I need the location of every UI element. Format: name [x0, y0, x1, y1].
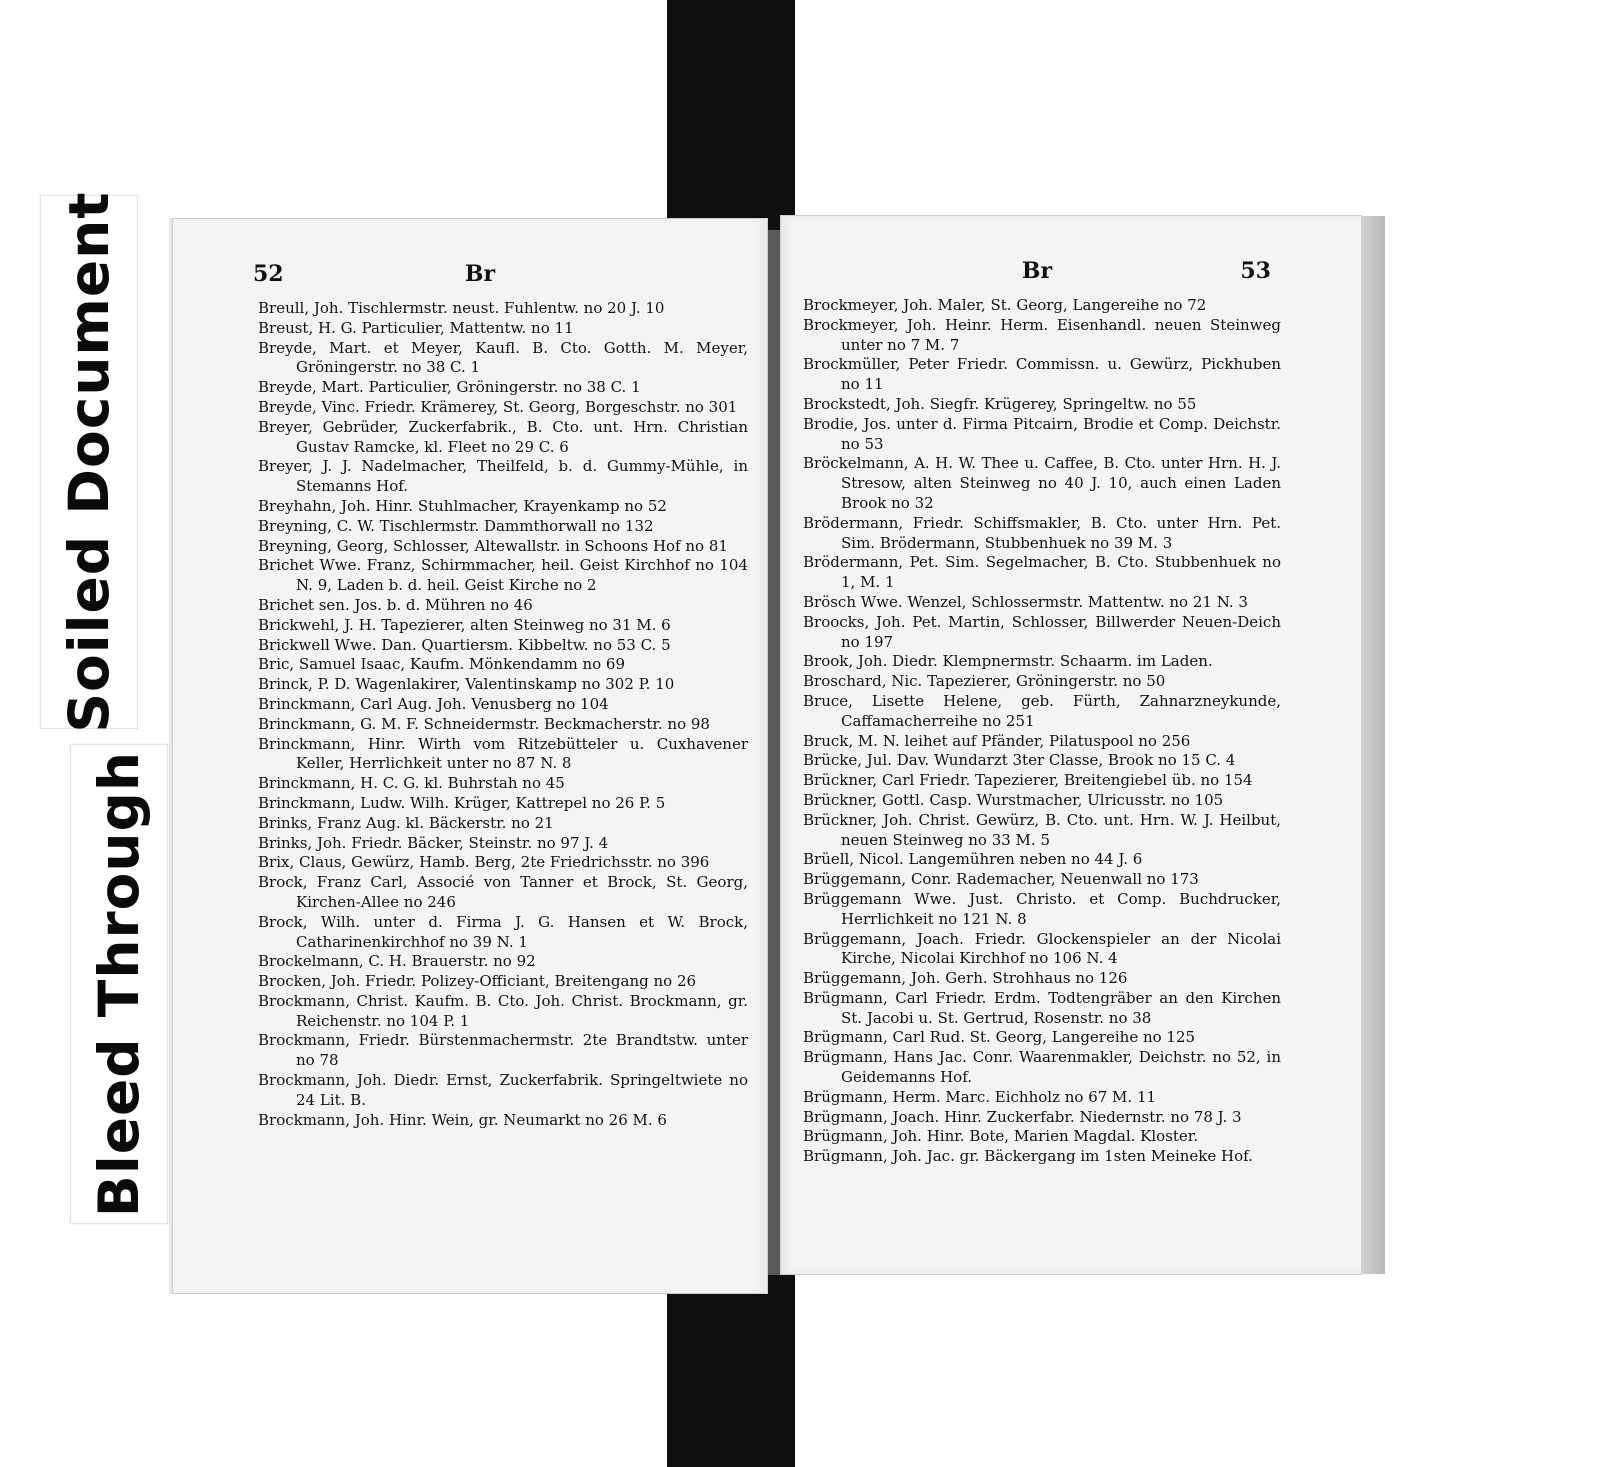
directory-entry: Brinckmann, H. C. G. kl. Buhrstah no 45: [258, 774, 565, 793]
directory-entry: Brichet sen. Jos. b. d. Mühren no 46: [258, 595, 533, 614]
soiled-document-text: Soiled Document: [57, 191, 121, 733]
left-page-header: [253, 261, 707, 301]
directory-entry: Brock, Wilh. unter d. Firma J. G. Hansen et W. Brock, Catharinenkirchhof no 39 N. 1: [258, 912, 748, 951]
directory-entry: Brinckmann, Ludw. Wilh. Krüger, Kattrepel no 26 P. 5: [258, 793, 666, 812]
right-page: [780, 215, 1362, 1275]
directory-entry: Brinks, Franz Aug. kl. Bäckerstr. no 21: [258, 813, 554, 832]
directory-entry: Breull, Joh. Tischlermstr. neust. Fuhlentw. no 20 J. 10: [258, 299, 665, 317]
directory-entry: Brickwell Wwe. Dan. Quartiersm. Kibbeltw. no 53 C. 5: [258, 635, 671, 654]
directory-entry: Brockelmann, C. H. Brauerstr. no 92: [258, 952, 536, 971]
directory-entry: Brockmann, Joh. Diedr. Ernst, Zuckerfabrik. Springeltwiete no 24 Lit. B.: [258, 1071, 748, 1109]
directory-entry: Brügmann, Hans Jac. Conr. Waarenmakler, Deichstr. no 52, in Geidemanns Hof.: [803, 1048, 1281, 1087]
directory-entry: Breyning, Georg, Schlosser, Altewallstr. in Schoons Hof no 81: [258, 536, 728, 555]
directory-entry: Brix, Claus, Gewürz, Hamb. Berg, 2te Friedrichsstr. no 396: [258, 853, 710, 872]
directory-entry: Brügmann, Joh. Hinr. Bote, Marien Magdal. Kloster.: [803, 1127, 1199, 1146]
directory-entry: Breyde, Mart. et Meyer, Kaufl. B. Cto. Gotth. M. Meyer, Gröningerstr. no 38 C. 1: [258, 338, 748, 377]
directory-entry: Brinckmann, Hinr. Wirth vom Ritzebütteler u. Cuxhavener Keller, Herrlichkeit unter no 87 N. 8: [258, 734, 748, 773]
bleed-through-label: [70, 744, 168, 1224]
directory-entry: Brücke, Jul. Dav. Wundarzt 3ter Classe, Brook no 15 C. 4: [803, 751, 1236, 770]
directory-entry: Brüggemann, Conr. Rademacher, Neuenwall no 173: [803, 870, 1199, 889]
directory-entry: Brodie, Jos. unter d. Firma Pitcairn, Brodie et Comp. Deichstr. no 53: [803, 414, 1281, 453]
left-page-number: 52: [253, 261, 284, 287]
directory-entry: Brückner, Carl Friedr. Tapezierer, Breitengiebel üb. no 154: [803, 771, 1253, 790]
soiled-document-label: [40, 191, 138, 733]
directory-entry: Broocks, Joh. Pet. Martin, Schlosser, Billwerder Neuen-Deich no 197: [803, 612, 1281, 651]
directory-entry: Brüell, Nicol. Langemühren neben no 44 J. 6: [803, 850, 1143, 869]
right-running-head: Br: [1021, 258, 1053, 284]
left-page: [172, 218, 768, 1294]
directory-entry: Breyer, Gebrüder, Zuckerfabrik., B. Cto. unt. Hrn. Christian Gustav Ramcke, kl. Fleet no 29 C. 6: [258, 417, 748, 456]
directory-entry: Brock, Franz Carl, Associé von Tanner et Brock, St. Georg, Kirchen-Allee no 246: [258, 873, 748, 911]
right-directory-entries: [803, 296, 1281, 1167]
directory-entry: Brügmann, Joh. Jac. gr. Bäckergang im 1sten Meineke Hof.: [803, 1147, 1253, 1166]
directory-entry: Brockstedt, Joh. Siegfr. Krügerey, Springeltw. no 55: [803, 394, 1197, 413]
directory-entry: Brüggemann, Joh. Gerh. Strohhaus no 126: [803, 969, 1128, 988]
directory-entry: Bruce, Lisette Helene, geb. Fürth, Zahnarzneykunde, Caffamacherreihe no 251: [803, 691, 1281, 730]
left-running-head: Br: [464, 261, 496, 287]
directory-entry: Brockmann, Friedr. Bürstenmachermstr. 2te Brandtstw. unter no 78: [258, 1031, 748, 1070]
directory-entry: Brösch Wwe. Wenzel, Schlossermstr. Mattentw. no 21 N. 3: [803, 592, 1248, 611]
book-gutter: [768, 230, 780, 1275]
directory-entry: Brüggemann Wwe. Just. Christo. et Comp. Buchdrucker, Herrlichkeit no 121 N. 8: [803, 889, 1281, 928]
directory-entry: Brügmann, Herm. Marc. Eichholz no 67 M. 11: [803, 1087, 1157, 1106]
directory-entry: Brödermann, Friedr. Schiffsmakler, B. Cto. unter Hrn. Pet. Sim. Brödermann, Stubbenhuek no 39 M. 3: [803, 513, 1281, 552]
directory-entry: Breyhahn, Joh. Hinr. Stuhlmacher, Krayenkamp no 52: [258, 496, 667, 515]
directory-entry: Brinckmann, Carl Aug. Joh. Venusberg no 104: [258, 694, 609, 713]
binding-strap-top: [667, 0, 795, 232]
directory-entry: Brockmeyer, Joh. Maler, St. Georg, Langereihe no 72: [803, 296, 1207, 314]
directory-entry: Bruck, M. N. leihet auf Pfänder, Pilatuspool no 256: [803, 731, 1191, 750]
directory-entry: Brook, Joh. Diedr. Klempnermstr. Schaarm. im Laden.: [803, 652, 1213, 671]
directory-entry: Bric, Samuel Isaac, Kaufm. Mönkendamm no 69: [258, 655, 626, 674]
directory-entry: Brückner, Joh. Christ. Gewürz, B. Cto. unt. Hrn. W. J. Heilbut, neuen Steinweg no 33 M. 5: [803, 810, 1281, 849]
bleed-through-text: Bleed Through: [87, 750, 151, 1218]
directory-entry: Breust, H. G. Particulier, Mattentw. no 11: [258, 318, 574, 337]
right-page-number: 53: [1240, 258, 1271, 284]
directory-entry: Broschard, Nic. Tapezierer, Gröningerstr. no 50: [803, 672, 1166, 691]
directory-entry: Brinck, P. D. Wagenlakirer, Valentinskamp no 302 P. 10: [258, 675, 675, 694]
left-directory-entries: [258, 299, 748, 1130]
directory-entry: Brockmüller, Peter Friedr. Commissn. u. Gewürz, Pickhuben no 11: [803, 355, 1281, 394]
directory-entry: Brockmann, Christ. Kaufm. B. Cto. Joh. Christ. Brockmann, gr. Reichenstr. no 104 P. 1: [258, 991, 748, 1030]
binding-strap-bottom: [667, 1268, 795, 1467]
directory-entry: Breyde, Vinc. Friedr. Krämerey, St. Georg, Borgeschstr. no 301: [258, 397, 738, 416]
directory-entry: Breyning, C. W. Tischlermstr. Dammthorwall no 132: [258, 516, 654, 535]
directory-entry: Breyer, J. J. Nadelmacher, Theilfeld, b. d. Gummy-Mühle, in Stemanns Hof.: [258, 457, 748, 496]
directory-entry: Brügmann, Carl Friedr. Erdm. Todtengräber an den Kirchen St. Jacobi u. St. Gertrud, Rosenstr. no 38: [803, 988, 1281, 1027]
directory-entry: Brödermann, Pet. Sim. Segelmacher, B. Cto. Stubbenhuek no 1, M. 1: [803, 553, 1281, 592]
directory-entry: Brügmann, Joach. Hinr. Zuckerfabr. Niedernstr. no 78 J. 3: [803, 1107, 1242, 1126]
directory-entry: Brickwehl, J. H. Tapezierer, alten Steinweg no 31 M. 6: [258, 615, 671, 634]
directory-entry: Brichet Wwe. Franz, Schirmmacher, heil. Geist Kirchhof no 104 N. 9, Laden b. d. heil. Geist Kirche no 2: [258, 556, 748, 595]
directory-entry: Brückner, Gottl. Casp. Wurstmacher, Ulricusstr. no 105: [803, 790, 1224, 809]
directory-entry: Brockmeyer, Joh. Heinr. Herm. Eisenhandl. neuen Steinweg unter no 7 M. 7: [803, 315, 1281, 354]
directory-entry: Brockmann, Joh. Hinr. Wein, gr. Neumarkt no 26 M. 6: [258, 1110, 667, 1129]
directory-entry: Breyde, Mart. Particulier, Gröningerstr. no 38 C. 1: [258, 378, 641, 397]
directory-entry: Brüggemann, Joach. Friedr. Glockenspieler an der Nicolai Kirche, Nicolai Kirchhof no 106 N. 4: [803, 929, 1281, 968]
directory-entry: Brügmann, Carl Rud. St. Georg, Langereihe no 125: [803, 1028, 1196, 1047]
directory-entry: Brinckmann, G. M. F. Schneidermstr. Beckmacherstr. no 98: [258, 714, 710, 733]
directory-entry: Brinks, Joh. Friedr. Bäcker, Steinstr. no 97 J. 4: [258, 833, 609, 852]
directory-entry: Bröckelmann, A. H. W. Thee u. Caffee, B. Cto. unter Hrn. H. J. Stresow, alten Steinweg no 40 J. 10, auch einen Laden Brook no 32: [803, 454, 1281, 512]
directory-entry: Brocken, Joh. Friedr. Polizey-Officiant, Breitengang no 26: [258, 972, 697, 991]
right-page-header: [803, 258, 1271, 298]
